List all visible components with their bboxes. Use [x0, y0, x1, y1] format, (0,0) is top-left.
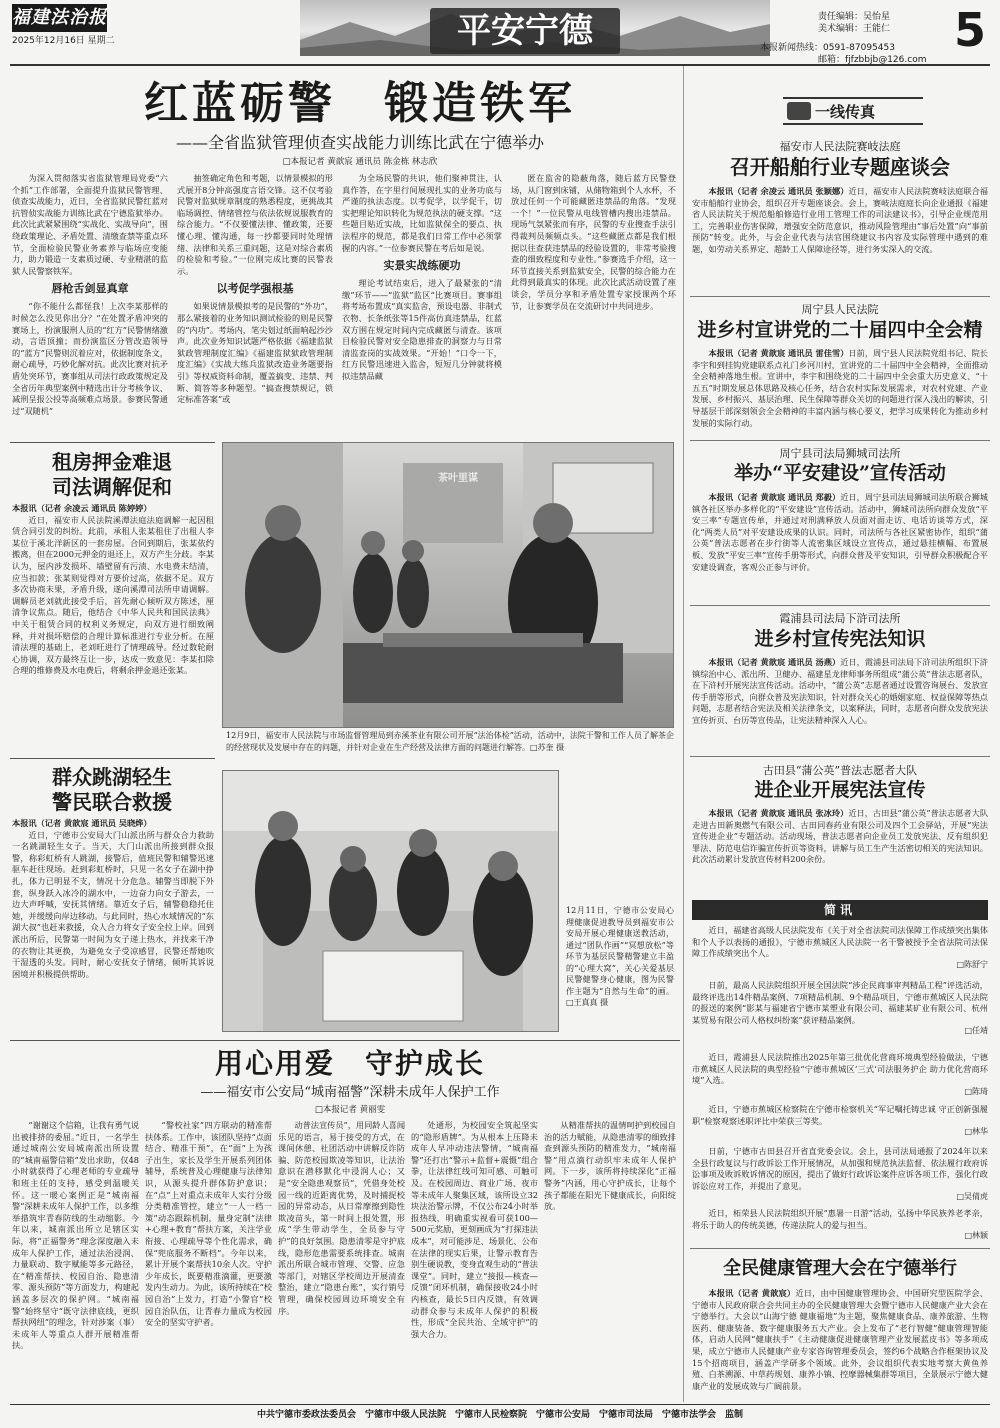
brief-item-5: 日前，宁德市古田县召开省直党委会议。会上，县司法局通报了2024年以来全县行政复议与行政诉讼工作开展情况，从加强和规范执法监督、依法履行政府诉讼事项及败诉败诉情况的原因，提出了做好行政诉讼案件应诉各项工作，强化行政诉讼应对工作，并提出了意见。 □吴倩虎: [692, 1146, 988, 1202]
photo-police-psych-class: [222, 770, 559, 1032]
right-rule-5: [690, 1248, 990, 1249]
photo-sign-board: 茶叶里谋: [438, 473, 478, 484]
right-rule-2: [690, 440, 990, 441]
protect-headline: 用心用爱 守护成长: [214, 1047, 485, 1080]
gutian-title: 进企业开展宪法宣传: [754, 779, 926, 801]
protect-subtitle: ——福安市公安局“城南福警”深耕未成年人保护工作: [200, 1085, 500, 1100]
brief-item-3: 近日，霞浦县人民法院推出2025年第三批优化营商环境典型经验做法，宁德市蕉城区人民法院的典型经验“宁德市蕉城区‘三式’司法服务护企 助力优化营商环境”入选。 □陈琦: [692, 1052, 988, 1096]
brief-sign-5: □吴倩虎: [956, 1192, 988, 1202]
lead-subhead-1: 唇枪舌剑显真章: [51, 282, 129, 296]
brief-court-body: 本报讯（记者 余凌云 通讯员 张颖娜）近日，福安市人民法院赛岐法庭联合福安市船舶行业协会，组织召开专题座谈会。会上，赛岐法庭庭长向企业通报《福建省人民法院关于规范船舶修造行业用工管理工作的司法建议书》，引导企业规范用工，完善职业伤害保障，增强安全防范意识，推动风险管理由“事后处置”向“事前预防”转变。此外，与会企业代表与法官围绕建议书内容及实际管理中遇到的难题，如劳动关系界定、超龄工人保障途径等，进行务实深入的交流。: [692, 186, 988, 254]
lead-byline: □本报记者 黄歆宸 通讯员 陈金栋 林志欣: [282, 157, 438, 167]
lake-rescue-article: 本报讯（记者 黄歆宸 通讯员 吴晓烨） 近日，宁德市公安局大门山派出所与群众合力救助一名跳湖轻生女子。当天，大门山派出所接到群众报警，称彩虹桥有人跳湖，接警后，值班民警和辅警迅速驱车赶往现场。赶到彩虹桥时，只见一名女子在湖中挣扎，体力已明显不支，情况十分危急。辅警当即脱下外套，纵身跃入冰冷的湖水中，一边奋力向女子游去，一边大声呼喊，安抚其情绪。靠近女子后，辅警稳稳托住她，并缓缓向岸边移动。与此同时，热心水域情况的“东湖大叔”也赶来救援，众人合力将女子安全拉上岸。回到派出所后，民警第一时间为女子递上热水，并找来干净的衣物让其更换，为避免女子受凉感冒，民警还帮她吹干湿透的头发。同时，耐心安抚女子情绪，倾听其诉说困境并积极提供帮助。: [12, 818, 214, 979]
masthead-rule: [10, 64, 990, 66]
photo-caption-2: 12月11日，宁德市公安局心理健康促进教导员到福安市公安局开展心理健康送教活动，通过“团队作画”“冥想放松”等环节为基层民警精警建立丰盈的“心理大窝”，关心关爱基层民警健警身心健康，图为民警作主题为“自然与生命”的画。□王真真 摄: [566, 906, 674, 1007]
lead-column-4: 匿在监舍的隐蔽角落，随后蓝方民警登场，从门窗到床铺，从储物箱到个人水杯，不放过任何一个可能藏匿违禁品的角落。“发现一个！”一位民警从电线管槽内搜出违禁品。现场气氛紧张而有序，民警的专业搜查手法引得裁判员频频点头。“这些藏匿点都是我们根据以往查获违禁品的经验设置的，非常考验搜查的细致程度和专业性。”参赛选手介绍，这一环节直接关系到监狱安全，民警的综合能力在此得到最真实的体现。此次比武活动设置了座谈会，学员分享和矛盾处置专家授课两个环节，让参赛学员在交流研讨中共同进步。: [511, 173, 676, 311]
shicheng-title: 举办“平安建设”宣传活动: [734, 462, 946, 484]
masthead: [0, 0, 1000, 64]
brief-sign-3: □陈琦: [964, 1086, 988, 1096]
section-title: 一线传真: [815, 103, 876, 121]
health-conference-title: 全民健康管理大会在宁德举行: [723, 1258, 957, 1279]
editor-credit: 责任编辑：吴怡星: [818, 12, 891, 22]
right-rule-3: [690, 605, 990, 606]
rental-headline: 租房押金难退 司法调解促和: [52, 450, 172, 499]
photo-court-tea-visit: [222, 442, 674, 728]
gutian-org: 古田县“蒲公英”普法志愿者大队: [762, 764, 918, 777]
protect-byline: □本报记者 黄丽雯: [314, 1105, 386, 1115]
lead-column-2: 抽签确定角色和考题，以情景模拟的形式展开8分钟高强度言语交锋。这不仅考验民警对监狱规章制度的熟悉程度，更挑战其临场调控、情绪管控与依法依规说服教育的综合能力。“不仅要懂法律、懂政策，还要懂心理、懂沟通，每一抄都要同时处理情绪、法律和关系三重问题，这是对综合素质的检验和考验。”一位刚完成比赛的民警表示。 以考促学强根基 如果说情景模拟考的是民警的“外功”，那么紧接着的业务知识测试检验的则是民警的“内功”。考场内，笔尖划过纸面响起沙沙声。此次业务知识试题严格依据《福建监狱狱政管理制度汇编》《福建监狱狱政管理制度汇编》《实战大练兵监狱改造业务题要指引》等权威资料命制，覆盖搞变、违禁、判断、简答等多种题型。“搞查搜禁规记，锁定标准答案”或: [177, 173, 333, 405]
brief-item-1: 近日，福建省高级人民法院发布《关于对全省法院司法保障工作成绩突出集体和个人予以表扬的通报》，宁德市蕉城区人民法院一名干警被授予全省法院司法保障工作成绩突出个人。 □陈舒宁: [692, 925, 988, 969]
page-number: 5: [953, 3, 986, 57]
banner-title: 平安宁德: [430, 8, 620, 54]
protect-column-5: 从精准帮扶的温情呵护到校园自治的活力赋能，从隐患清零的细致排查到源头预防的精准发力，“城南福警”用点滴行动织牢未成年人保护网。下一步，该所将持续深化“正福警务”内涵，用心守护成长，让每个孩子都能在阳光下健康成长，向阳绽放。: [544, 1120, 676, 1212]
protect-column-2: “警校社家”四方联动的精准帮扶体系。工作中，该团队坚持“点面结合、精准干预”，在“面”上为孩子出生，家长及学生开展系列团体辅导，系统普及心理健康与法律知识，从源头提升群体防护意识；在“点”上对重点未成年人实行分级分类精准管控，建立“一人一档一策”动态跟踪机制，量身定制“法律+心理+教育”帮扶方案，关注学业衔接、心理疏导等个性化需求，确保“兜底服务不断档”。今年以来，累计开展个案帮扶10余人次。守护少年成长，既要精准滴灌，更要激发内生动力。为此，该所持续在“校园自治”上发力，打造“小警官”校园自治队伍，让青春力量成为校园安全的坚实守护者。: [145, 1120, 272, 1328]
xiapu-title: 进乡村宣传宪法知识: [754, 628, 926, 650]
brief-sign-4: □林华: [964, 1127, 988, 1137]
right-rule-1: [690, 296, 990, 297]
xiapu-body: 本报讯（记者 黄歆宸 通讯员 汤燕）近日，霞浦县司法局下浒司法所组织下浒镇综治中心、派出所、卫健办、福建星龙律师事务所组成“蒲公英”普法志愿者队，在下浒村开展宪法宣传活动。活动中，“蒲公英”志愿者通过设置咨询展台、发放宣传手册等形式，向群众普及宪法知识，针对群众关心的婚姻家庭、权益保障等热点问题，志愿者结合宪法及相关法律条文，以案释法，同时，志愿者向群众发放宪法宣传折页、台历等宣传品，让宪法精神深入人心。: [692, 657, 988, 725]
rental-article: 本报讯（记者 余凌云 通讯员 陈婷婷） 近日，福安市人民法院溪潭法庭法庭调解一起因租赁合同引发的纠纷。此前，承租人张某租住了出租人李某位于溪北洋新区的一套房屋。合同到期后，张某依约搬离，但在2000元押金的退还上，双方产生分歧。李某认为，屋内涉发损坏、墙壁留有污渍、水电费未结清，应当扣款；张某则觉得对方要价过高，依据不足。双方多次协商未果，矛盾升级，遂向溪潭司法所申请调解。调解员老刘就此接受手后，首先耐心倾听双方陈述，厘清争议焦点。随后，他结合《中华人民共和国民法典》中关于租赁合同的权利义务规定，向双方进行细致阐释，并对损坏赔偿的合理计算标准进行专业分析。在厘清法理的基础上，老刘旺进行了情理疏导。经过数轮耐心协调，双方最终互让一步，达成一致意见：李某扣除合理的维修费及水电费后，将剩余押金退还张某。: [12, 503, 214, 676]
newspaper-logo: 福建法治报: [12, 4, 107, 32]
brief-court-title: 召开船舶行业专题座谈会: [730, 155, 950, 179]
lead-subhead-3: 实景实战练硬功: [383, 259, 461, 273]
zhouning-court-org: 周宁县人民法院: [801, 303, 879, 316]
photo-caption-1: 12月9日，福安市人民法院与市场监督管理局到赤溪茶业有限公司开展“法治体检”活动，活动中，法院干警和工作人员了解茶企的经营现状及发展中存在的问题，并针对企业在生产经营及法律方面的问题进行解答。□苏奎 摄: [226, 731, 674, 752]
lead-subtitle: ——全省监狱管理侦查实战能力训练比武在宁德举办: [175, 133, 544, 152]
xiapu-org: 霞浦县司法局下浒司法所: [779, 612, 901, 625]
rental-rule: [10, 758, 215, 759]
brief-item-2: 日前，最高人民法院组织开展全国法院“涉企民商事审判精品工程”评选活动，最终评选出14件精品案例、7项精品机制、9个精品项目，宁德市蕉城区人民法院的报送的案例“影某与福建省宁德市某塑业有限公司、福建某矿业有限公司、杭州某贸易有限公司人格权纠纷案”获评精品案例。 □任靖: [692, 980, 988, 1036]
protect-top-rule: [10, 1040, 680, 1041]
section-yixian-header: [783, 97, 923, 125]
issue-date: 2025年12月16日 星期二: [12, 36, 115, 46]
brief-item-6: 近日，柘荣县人民法院组织开展“惠暑一日游”活动，弘扬中华民族养老孝亲，将乐于助人的传统美德，传递法院人的爱与担当。 □林颖: [692, 1208, 988, 1241]
right-column-divider: [683, 66, 684, 1402]
lake-byline: 本报讯（记者 黄歆宸 通讯员 吴晓烨）: [12, 818, 152, 828]
phone-fax-icon: [787, 102, 811, 120]
lake-rescue-headline: 群众跳湖轻生 警民联合救援: [52, 765, 172, 814]
lead-column-1: 为深入贯彻落实省监狱管理局党委“六个抓”工作部署，全面提升监狱民警管理、侦查实战能力，近日，全省监狱民警红蓝对抗管侦实战能力训练比武在宁德监狱举办。此次比武紧紧围绕“实战化、实战导向”，围绕政策理论、矛盾处置、清缴查禁等重点环节，全面检验民警业务素养与临场应变能力，助力锻造一支素质过硬、专业精湛的监狱人民警察铁军。 唇枪舌剑显真章 “你不能什么都怪我！上次李某那样的时候怎么没见你出分？”在处置矛盾冲突的赛场上，扮演服刑人员的“红方”民警情绪激动，言语顶撞；而扮演监区分管改造领导的“蓝方”民警则沉着应对，依据制度条文，耐心疏导，巧妙化解对抗。此次比赛对抗矛盾处突环节，赛事组从司法行政政策规定及全省历年典型案例中精选出计分考核争议、减刑呈报公投等高频难点场景。参赛民警通过“双随机”: [12, 173, 168, 416]
shicheng-body: 本报讯（记者 黄歆宸 通讯员 郑毅）近日，周宁县司法局狮城司法所联合狮城镇各社区举办多样化的“平安建设”宣传活动。活动中，狮城司法所向群众发放“平安三率”专题宣传单，并通过对刑满释放人员面对面走访、电话访谈等方式，深化“两类人员”对平安建设成果的认识。同时，司法所与各社区紧密协作，组织“蒲公英”普法志愿者在步行街等人流密集区域设立宣传点，通过悬挂横幅、布置展板、发放“平安三率”宣传手册等形式，向群众普及平安知识，引导群众积极配合平安建设调查，客观公正参与评价。: [692, 492, 988, 572]
protect-column-1: “谢谢这个信箱，让我有勇气说出被排挤的委屈。”近日，一名学生通过城南公安局城南派出所设置的“城南福警信箱”发出求助，仅48小时就获得了心理老师的专业疏导和班主任的支持，感受到温暖关怀。这一暖心案例正是“城南福警”深耕未成年人保护工作，以多维举措筑牢青春防线的生动缩影。今年以来，城南派出所立足辖区实际，将“正福警务”理念深度融入未成年人保护工作，通过法治浸润、力量联动、数字赋能等多元路径，在“精准帮扶、校园自治、隐患清零、源头预防”等方面发力，构建起涵盖多层次的保护网。“城南福警”始终坚守“既守法律底线，更织帮扶网纽”的理念，针对涉案（事）未成年人等重点人群开展精准帮扶。: [12, 1120, 139, 1351]
footer-supervisors: 中共宁德市委政法委员会 宁德市中级人民法院 宁德市人民检察院 宁德市公安局 宁德市司法局 宁德市法学会 监制: [256, 1410, 743, 1420]
health-conference-body: 本报讯（记者 黄歆宸）近日，由中国健康管理协会、中国研究型医院学会、宁德市人民政府联合会共同主办的全民健康管理大会暨宁德市人民健康产业大会在宁德举行。大会以“山海宁德 健康福地”为主题，聚焦健康食品、康养旅游、生物医药、健康装备、数字健康服务五大产业。会上发布了“老行智健”健康管理智能体，启动人民网“健康扶手”《主动健康促进健康管理产业发展蓝皮书》等多项成果，成立宁德市人民健康产业专家咨询管理委员会，签约6个战略合作框架协议及15个招商项目，涵盖产学研多个领域。此外，会议组织代表实地考察大黄鱼养殖、白茶溯源、中草药规划、康养小镇、控摩器械集群等项目，全景展示宁德大健康产业的发展成效与广阔前景。: [692, 1288, 988, 1391]
gutian-body: 本报讯（记者 黄歆宸 通讯员 张冰玲）近日，古田县“蒲公英”普法志愿者大队走进古田新奥燃气有限公司、古田同春药业有限公司及四个工会驿站，开展“宪法宣传进企业”专题活动。活动现场，普法志愿者向企业员工发放宪法、反有组织犯罪法、防范电信诈骗宣传折页等资料，讲解与员工生产生活密切相关的宪法知识。此次活动累计发放宣传材料200余份。: [692, 808, 988, 865]
art-editor-credit: 美术编辑：王能仁: [818, 24, 891, 34]
brief-item-4: 近日，宁德市蕉城区检察院在宁德市检察机关“军记嘱托铸忠诚 守正创新强履职”检察观察述职评比中荣获三等奖。 □林华: [692, 1104, 988, 1137]
shicheng-org: 周宁县司法局狮城司法所: [779, 447, 901, 460]
lead-headline: 红蓝砺警 锻造铁军: [144, 78, 576, 129]
footer-rule: [10, 1404, 990, 1405]
brief-sign-1: □陈舒宁: [956, 959, 988, 969]
protect-column-4: 处通形，为校园安全筑起坚实的“隐形盾牌”。为从根本上压降未成年人早冲动违法警情，“城南福警”还打出“警示+监督+震慑”组合拳，让法律红线可知可感、可触可及。在校园周边、商业广场、夜市等未成年人聚集区域，该所设立32块法治警示牌，不仅公布24小时举报热线，明确重实视看可获100—500元奖励，更刻画成为“打探违法成本”，对可能涉足、场景化、公布在法律的现实后果，让警示教育告别生硬说教，变身直观生动的“普法课堂”。同时，建立“接报—核查—反馈”闭环机制，确保接收24小时内核查，最长5日内反馈，有效调动群众参与未成年人保护的积极性，形成“全民共治、全域守护”的强大合力。: [411, 1120, 538, 1339]
lead-column-3: 为全场民警的共识，他们聚神贯注，认真作答，在字里行间展现扎实的业务功底与严谨的执法态度。以考促学，以学促干，切实把理论知识转化为规范执法的硬支撑。“这些题目贴近实战，比如监狱保全的要点、执法程序的规范，都是我们日常工作中必须掌握的内容。”一位参赛民警在考后如是说。 实景实战练硬功 理论考试结束后，进入了最紧张的“清缴”环节——“监狱”监区“比赛项目。赛事组将考场布置成“真实监舍，预设电器、非制式衣物、长条纸张等15件高仿真违禁品，红蓝双方围在规定时间内完成藏匿与清查。该项目检验民警对安全隐患排查的洞察力与日常清监查岗的实战效果。“开始！”口令一下，红方民警迅速进入监舍，短短几分钟就将模拟违禁品藏: [342, 173, 502, 381]
lead-subhead-2: 以考促学强根基: [216, 282, 294, 296]
protect-column-3: 动普法宣传员”，用同龄人喜闻乐见的语言，易于接受的方式，在课间休憩、社团活动中讲解反诈防骗、防范校园欺凌等知识，让法治意识在潜移默化中浸润人心；又是“安全隐患观察员”，凭借身处校园一线的近距离优势，及时捕捉校园的异常动态，从日常摩擦到隐性欺凌苗头，第一时间上报处置，形成“学生带动学生，全员参与守护”的良好氛围。隐患清零是守护底线，隐形危患需要系统排查。城南派出所联合城市管理、交警、应急等部门，对辖区学校周边开展清查整治，建立“隐患台账”，实行销号管理，确保校园周边环境安全有序。: [278, 1120, 405, 1316]
zhouning-court-body: 本报讯（记者 黄歆宸 通讯员 雷佳雪）日前，周宁县人民法院党组书记、院长李宇和到挂钩党建联系点礼门乡河川村，宣讲党的二十届四中全会精神，全面推动全会精神落地生根。宣讲中，李宇和围绕党的二十届四中全会重大历史意义、“十五五”时期发展总体思路及核心任务，结合农村实际发展需求，对农村党建、产业发展、乡村振兴、基层治理、民生保障等群众关切的问题进行深入浅出的解读，引导基层干部深刻领会全会精神的丰富内涵与核心要义，把学习成果转化为推动乡村发展的实际行动。: [692, 348, 988, 428]
rental-byline: 本报讯（记者 余凌云 通讯员 陈婷婷）: [12, 503, 152, 513]
news-hotline: 本报新闻热线：0591-87095453: [760, 43, 895, 53]
brief-court-org: 福安市人民法院赛岐法庭: [779, 140, 901, 153]
brief-sign-2: □任靖: [964, 1026, 988, 1036]
lead-bottom-rule: [10, 442, 215, 443]
zhouning-court-title: 进乡村宣讲党的二十届四中全会精: [697, 319, 983, 341]
brief-sign-6: □林颖: [964, 1231, 988, 1241]
brief-news-header: 简讯: [692, 900, 988, 920]
contact-email: 邮箱：fjfzbbjb@126.com: [818, 55, 927, 64]
right-rule-4: [690, 756, 990, 757]
